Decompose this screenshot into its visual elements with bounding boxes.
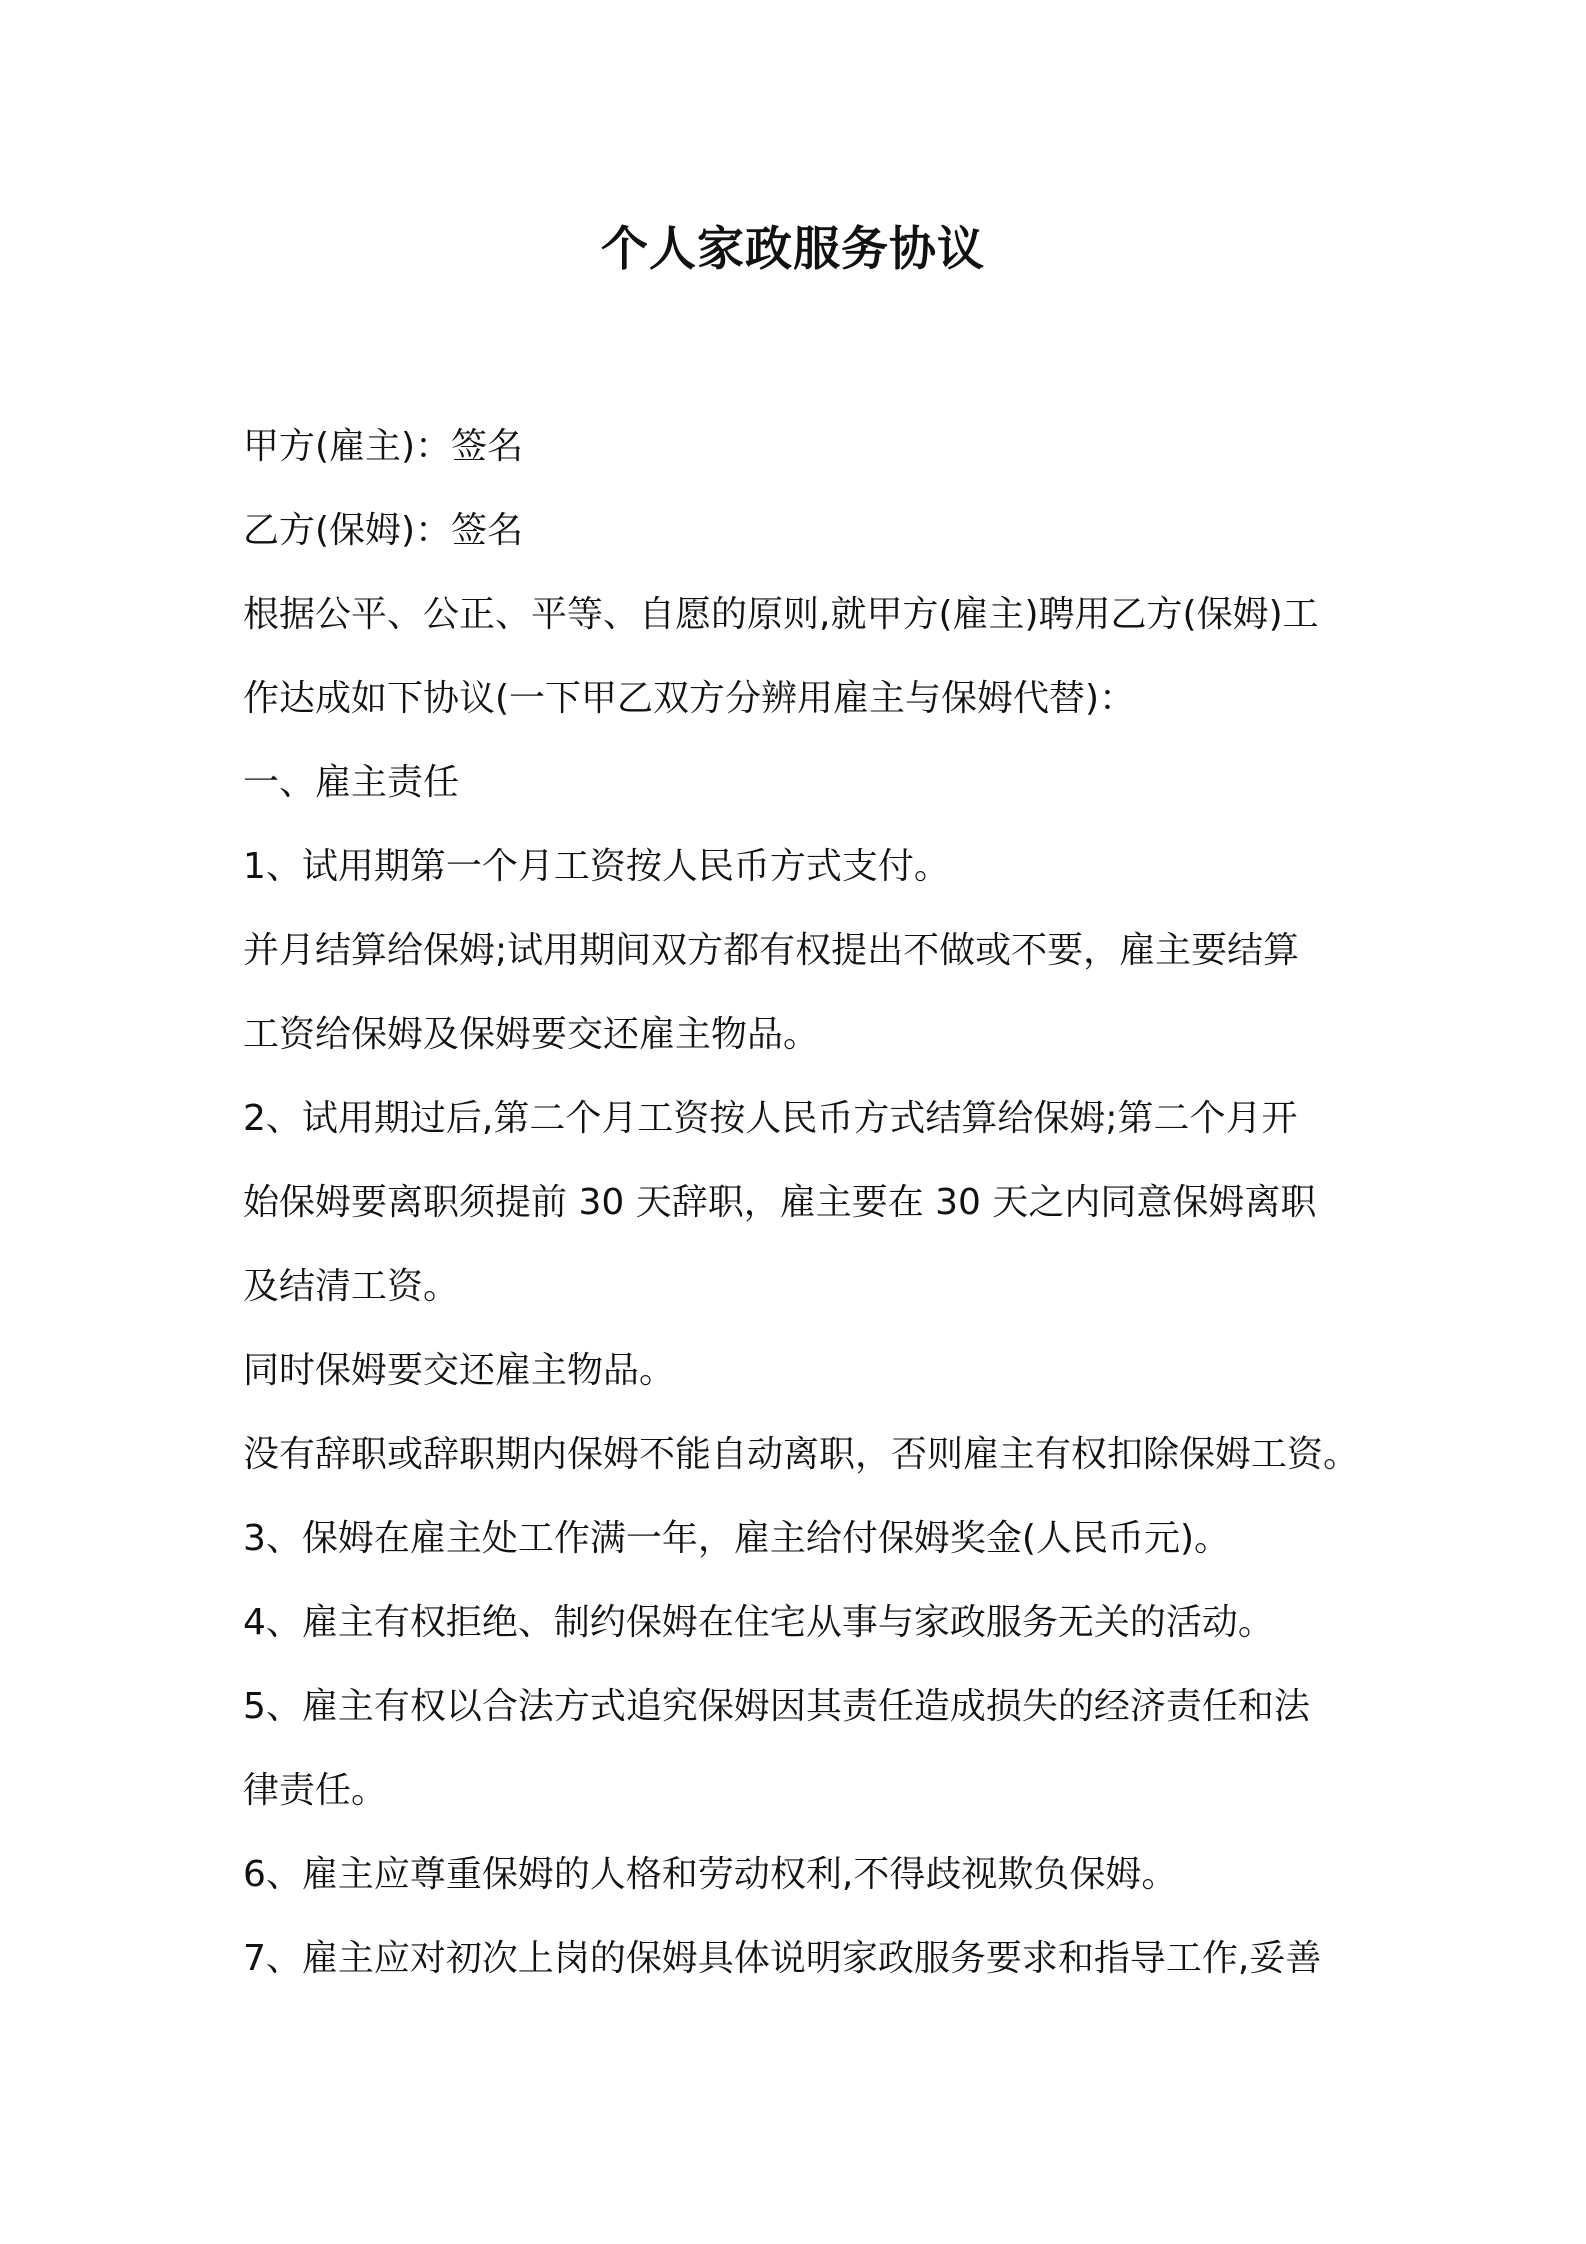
clause-line: 及结清工资。	[243, 1266, 460, 1307]
party-a-line: 甲方(雇主)：签名	[243, 426, 524, 467]
document-title: 个人家政服务协议	[601, 222, 985, 277]
clause-line: 3、保姆在雇主处工作满一年，雇主给付保姆奖金(人民币元)。	[243, 1518, 1230, 1559]
preamble-line: 作达成如下协议(一下甲乙双方分辨用雇主与保姆代替)：	[243, 678, 1136, 719]
clause-line: 始保姆要离职须提前 30 天辞职，雇主要在 30 天之内同意保姆离职	[243, 1182, 1317, 1223]
section-heading: 一、雇主责任	[243, 762, 460, 803]
clause-line: 7、雇主应对初次上岗的保姆具体说明家政服务要求和指导工作,妥善	[243, 1938, 1322, 1979]
clause-line: 工资给保姆及保姆要交还雇主物品。	[243, 1014, 820, 1055]
clause-line: 5、雇主有权以合法方式追究保姆因其责任造成损失的经济责任和法	[243, 1686, 1310, 1727]
clause-line: 4、雇主有权拒绝、制约保姆在住宅从事与家政服务无关的活动。	[243, 1602, 1274, 1643]
clause-line: 6、雇主应尊重保姆的人格和劳动权利,不得歧视欺负保姆。	[243, 1854, 1178, 1895]
clause-line: 律责任。	[243, 1770, 388, 1811]
preamble-line: 根据公平、公正、平等、自愿的原则,就甲方(雇主)聘用乙方(保姆)工	[243, 594, 1319, 635]
document-body	[243, 405, 1403, 2001]
clause-line: 并月结算给保姆;试用期间双方都有权提出不做或不要，雇主要结算	[243, 930, 1300, 971]
clause-line: 同时保姆要交还雇主物品。	[243, 1350, 676, 1391]
clause-line: 2、试用期过后,第二个月工资按人民币方式结算给保姆;第二个月开	[243, 1098, 1298, 1139]
party-b-line: 乙方(保姆)：签名	[243, 510, 524, 551]
clause-line: 1、试用期第一个月工资按人民币方式支付。	[243, 846, 950, 887]
clause-line: 没有辞职或辞职期内保姆不能自动离职，否则雇主有权扣除保姆工资。	[243, 1434, 1360, 1475]
